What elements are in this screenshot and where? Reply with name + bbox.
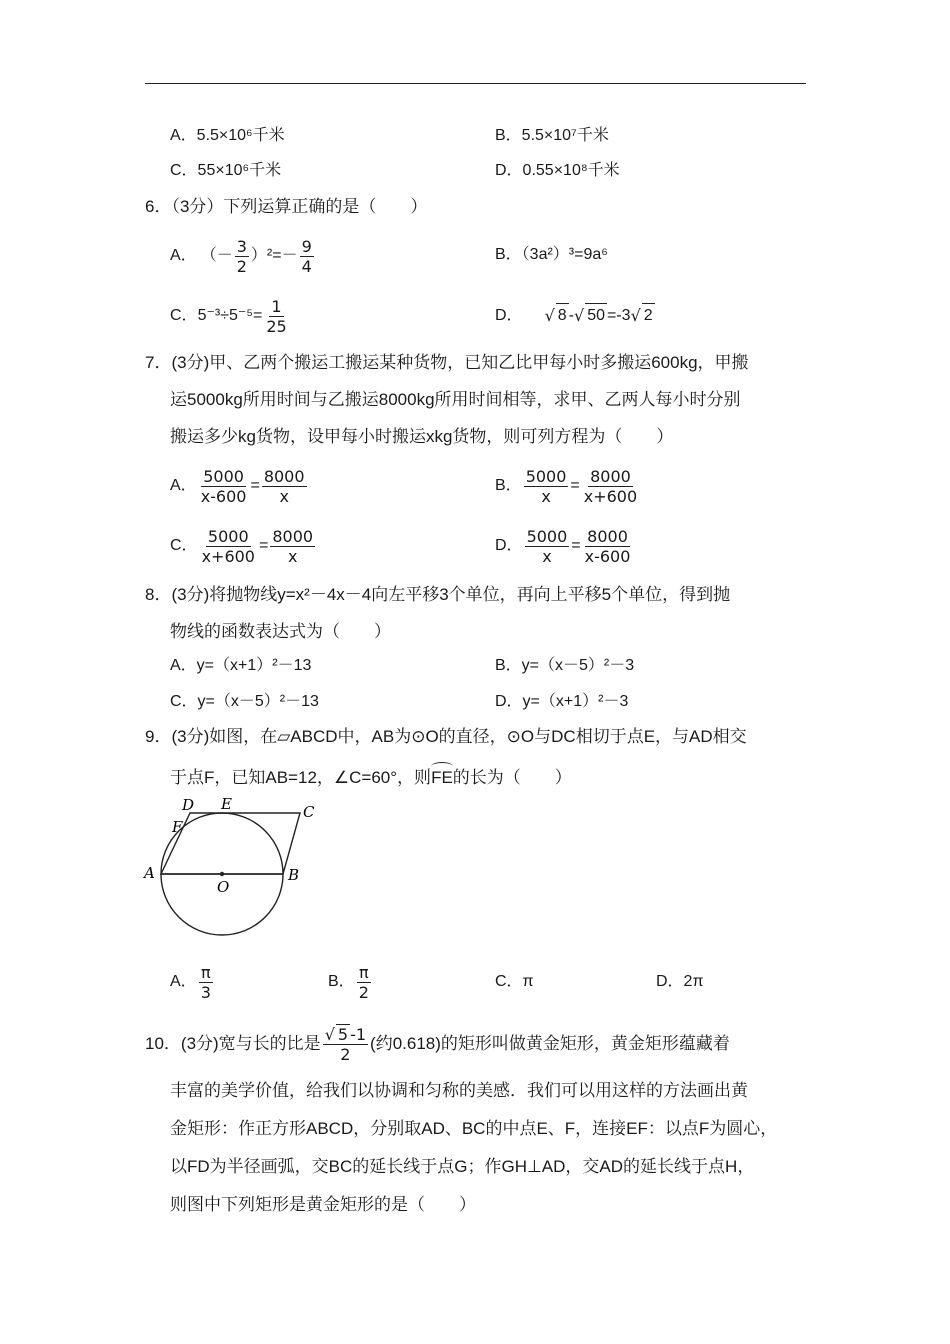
q5-option-c: C．55×10⁶千米 (170, 162, 282, 179)
q7-line-2: 运5000kg所用时间与乙搬运8000kg所用时间相等，求甲、乙两人每小时分别 (170, 390, 741, 409)
label-a: A (144, 864, 155, 882)
q10-line-3: 金矩形：作正方形ABCD，分别取AD、BC的中点E、F，连接EF：以点F为圆心， (170, 1119, 778, 1138)
q7-option-b: B． $\frac{5000}{x}$ = $\frac{8000}{x+600}$ (495, 466, 638, 506)
q7-line-1: 7．(3分)甲、乙两个搬运工搬运某种货物，已知乙比甲每小时多搬运600kg，甲搬 (145, 353, 749, 372)
q9-option-d: D．2π (656, 973, 704, 990)
q10-line-4: 以FD为半径画弧，交BC的延长线于点G；作GH⊥AD，交AD的延长线于点H， (170, 1157, 755, 1176)
q5-option-a: A．5.5×10⁶千米 (170, 127, 285, 144)
q7-option-a: A． $\frac{5000}{x-600}$ = $\frac{8000}{x}$ (170, 466, 305, 506)
q9-line-2: 于点F，已知AB=12，∠C=60°，则FE的长为（ ） (170, 762, 572, 790)
q7-line-3: 搬运多少kg货物，设甲每小时搬运xkg货物，则可列方程为（ ） (170, 427, 674, 446)
q8-line-1: 8．(3分)将抛物线y=x²－4x－4向左平移3个单位，再向上平移5个单位，得到抛 (145, 585, 731, 604)
arc-fe: FE (431, 762, 453, 790)
label-d: D (182, 796, 195, 814)
q10-line-5: 则图中下列矩形是黄金矩形的是（ ） (170, 1195, 476, 1214)
q7-option-d: D． $\frac{5000}{x}$ = $\frac{8000}{x-600}$ (495, 526, 631, 566)
label-o: O (217, 878, 230, 896)
q6-option-c: C． 5⁻³÷5⁻⁵= $\frac{1}{25}$ (170, 296, 287, 336)
q9-option-b: B． $\frac{\pi}{2}$ (328, 962, 369, 1002)
parallelogram-circle-figure (138, 790, 338, 970)
center-point (220, 872, 224, 876)
label-b: B (288, 866, 300, 884)
q5-option-b: B．5.5×10⁷千米 (495, 127, 609, 144)
q8-option-d: D．y=（x+1）²－3 (495, 693, 629, 710)
header-rule (145, 83, 806, 84)
q9-option-a: A． $\frac{\pi}{3}$ (170, 962, 211, 1002)
label-e: E (221, 795, 232, 813)
q5-option-d: D．0.55×10⁸千米 (495, 162, 620, 179)
label-c: C (303, 803, 315, 821)
q10-line-1: 10．(3分)宽与长的比是 $\frac{√ 5 -1}{2}$ (约0.618)的矩形叫做黄金矩形，黄金矩形蕴藏着 (145, 1025, 730, 1064)
q7-option-c: C． $\frac{5000}{x+600}$ = $\frac{8000}{x}$ (170, 526, 314, 566)
label-f: F (172, 818, 183, 836)
q8-option-b: B．y=（x－5）²－3 (495, 657, 635, 674)
q10-line-2: 丰富的美学价值，给我们以协调和匀称的美感．我们可以用这样的方法画出黄 (170, 1081, 748, 1100)
q6-option-d: D． √ 8 - √ 50 =-3 √ 2 (495, 303, 655, 328)
q6-option-b: B．（3a²）³=9a⁶ (495, 246, 608, 263)
q8-option-a: A．y=（x+1）²－13 (170, 657, 312, 674)
q9-option-c: C．π (495, 973, 534, 990)
q8-line-2: 物线的函数表达式为（ ） (170, 622, 391, 641)
q9-line-1: 9．(3分)如图，在▱ABCD中，AB为⊙O的直径，⊙O与DC相切于点E，与AD相交 (145, 727, 747, 746)
q8-option-c: C．y=（x－5）²－13 (170, 693, 319, 710)
q6-stem: 6．（3分）下列运算正确的是（ ） (145, 197, 428, 216)
q6-option-a: A． （－ $\frac{3}{2}$ ）²=－ $\frac{9}{4}$ (170, 236, 312, 276)
